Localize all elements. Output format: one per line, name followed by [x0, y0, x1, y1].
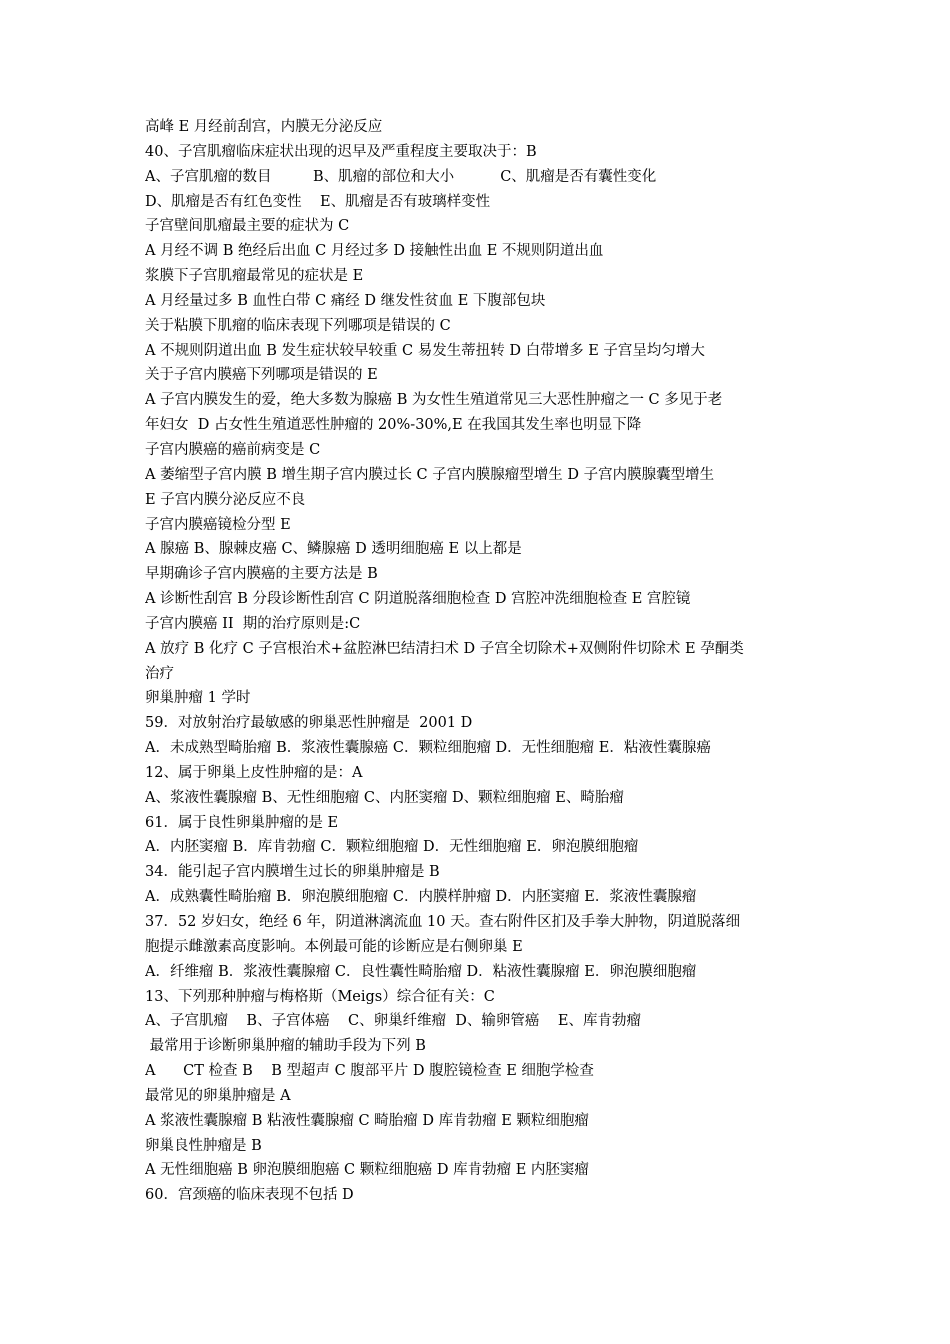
options-line: A 腺癌 B、腺棘皮癌 C、鳞腺癌 D 透明细胞癌 E 以上都是: [145, 541, 522, 558]
section-heading: 卵巢肿瘤 1 学时: [145, 690, 251, 707]
question-line: 最常用于诊断卵巢肿瘤的辅助手段为下列 B: [145, 1038, 426, 1055]
options-line: A 放疗 B 化疗 C 子宫根治术+盆腔淋巴结清扫术 D 子宫全切除术+双侧附件切除术 E 孕酮类: [145, 640, 744, 657]
text-line: 高峰 E 月经前刮宫，内膜无分泌反应: [145, 119, 383, 135]
options-line: A．成熟囊性畸胎瘤 B．卵泡膜细胞瘤 C．内膜样肿瘤 D．内胚窦瘤 E．浆液性囊腺瘤: [145, 889, 697, 906]
question-line: 关于粘膜下肌瘤的临床表现下列哪项是错误的 C: [145, 317, 451, 334]
question-line: 61．属于良性卵巢肿瘤的是 E: [145, 814, 339, 831]
options-line: A．纤维瘤 B．浆液性囊腺瘤 C．良性囊性畸胎瘤 D．粘液性囊腺瘤 E．卵泡膜细胞瘤: [145, 963, 697, 980]
options-line: A 子宫内膜发生的爱，绝大多数为腺癌 B 为女性生殖道常见三大恶性肿瘤之一 C 多见于老: [145, 392, 723, 409]
options-line: A 无性细胞癌 B 卵泡膜细胞癌 C 颗粒细胞癌 D 库肯勃瘤 E 内胚窦瘤: [145, 1162, 589, 1179]
question-line: 12、属于卵巢上皮性肿瘤的是：A: [145, 764, 363, 781]
options-line: A 萎缩型子宫内膜 B 增生期子宫内膜过长 C 子宫内膜腺瘤型增生 D 子宫内膜腺囊型增生: [145, 466, 715, 483]
options-line: 年妇女 D 占女性生殖道恶性肿瘤的 20%-30%,E 在我国其发生率也明显下降: [145, 417, 642, 434]
options-line: A 诊断性刮宫 B 分段诊断性刮宫 C 阴道脱落细胞检查 D 宫腔冲洗细胞检查 E 宫腔镜: [145, 591, 691, 608]
options-line: A 浆液性囊腺瘤 B 粘液性囊腺瘤 C 畸胎瘤 D 库肯勃瘤 E 颗粒细胞瘤: [145, 1112, 589, 1129]
question-line: 37．52 岁妇女，绝经 6 年，阴道淋漓流血 10 天。查右附件区扪及手拳大肿物，阴道脱落细: [145, 914, 741, 930]
question-line: 子宫内膜癌 II 期的治疗原则是:C: [145, 615, 361, 632]
question-line: 13、下列那种肿瘤与梅格斯（Meigs）综合征有关：C: [145, 988, 495, 1005]
question-line: 子宫内膜癌镜检分型 E: [145, 516, 291, 533]
question-line: 胞提示雌激素高度影响。本例最可能的诊断应是右侧卵巢 E: [145, 938, 523, 955]
options-line: A、子宫肌瘤的数目 B、肌瘤的部位和大小 C、肌瘤是否有囊性变化: [145, 168, 657, 185]
options-line: A CT 检查 B B 型超声 C 腹部平片 D 腹腔镜检查 E 细胞学检查: [145, 1063, 594, 1080]
options-line: A．未成熟型畸胎瘤 B．浆液性囊腺癌 C．颗粒细胞瘤 D．无性细胞瘤 E．粘液性囊腺癌: [145, 740, 711, 757]
question-line: 关于子宫内膜癌下列哪项是错误的 E: [145, 367, 378, 384]
options-line: A．内胚窦瘤 B．库肯勃瘤 C．颗粒细胞瘤 D．无性细胞瘤 E．卵泡膜细胞瘤: [145, 839, 639, 856]
question-line: 34．能引起子宫内膜增生过长的卵巢肿瘤是 B: [145, 864, 440, 881]
options-line: E 子宫内膜分泌反应不良: [145, 491, 306, 508]
document-page: [145, 115, 815, 1208]
question-line: 早期确诊子宫内膜癌的主要方法是 B: [145, 566, 378, 583]
question-line: 卵巢良性肿瘤是 B: [145, 1137, 262, 1154]
options-line: A 不规则阴道出血 B 发生症状较早较重 C 易发生蒂扭转 D 白带增多 E 子宫呈均匀增大: [145, 342, 705, 359]
options-line: 治疗: [145, 665, 174, 682]
question-line: 子宫内膜癌的癌前病变是 C: [145, 441, 321, 458]
question-line: 子宫壁间肌瘤最主要的症状为 C: [145, 218, 350, 235]
question-line: 60．宫颈癌的临床表现不包括 D: [145, 1187, 354, 1204]
question-line: 59．对放射治疗最敏感的卵巢恶性肿瘤是 2001 D: [145, 715, 473, 732]
options-line: A 月经量过多 B 血性白带 C 痛经 D 继发性贫血 E 下腹部包块: [145, 292, 546, 309]
question-line: 40、子宫肌瘤临床症状出现的迟早及严重程度主要取决于：B: [145, 143, 537, 160]
question-line: 浆膜下子宫肌瘤最常见的症状是 E: [145, 268, 364, 285]
options-line: A 月经不调 B 绝经后出血 C 月经过多 D 接触性出血 E 不规则阴道出血: [145, 243, 604, 260]
question-line: 最常见的卵巢肿瘤是 A: [145, 1087, 291, 1104]
options-line: D、肌瘤是否有红色变性 E、肌瘤是否有玻璃样变性: [145, 193, 491, 210]
options-line: A、浆液性囊腺瘤 B、无性细胞瘤 C、内胚窦瘤 D、颗粒细胞瘤 E、畸胎瘤: [145, 789, 624, 806]
options-line: A、子宫肌瘤 B、子宫体癌 C、卵巢纤维瘤 D、输卵管癌 E、库肯勃瘤: [145, 1013, 641, 1030]
